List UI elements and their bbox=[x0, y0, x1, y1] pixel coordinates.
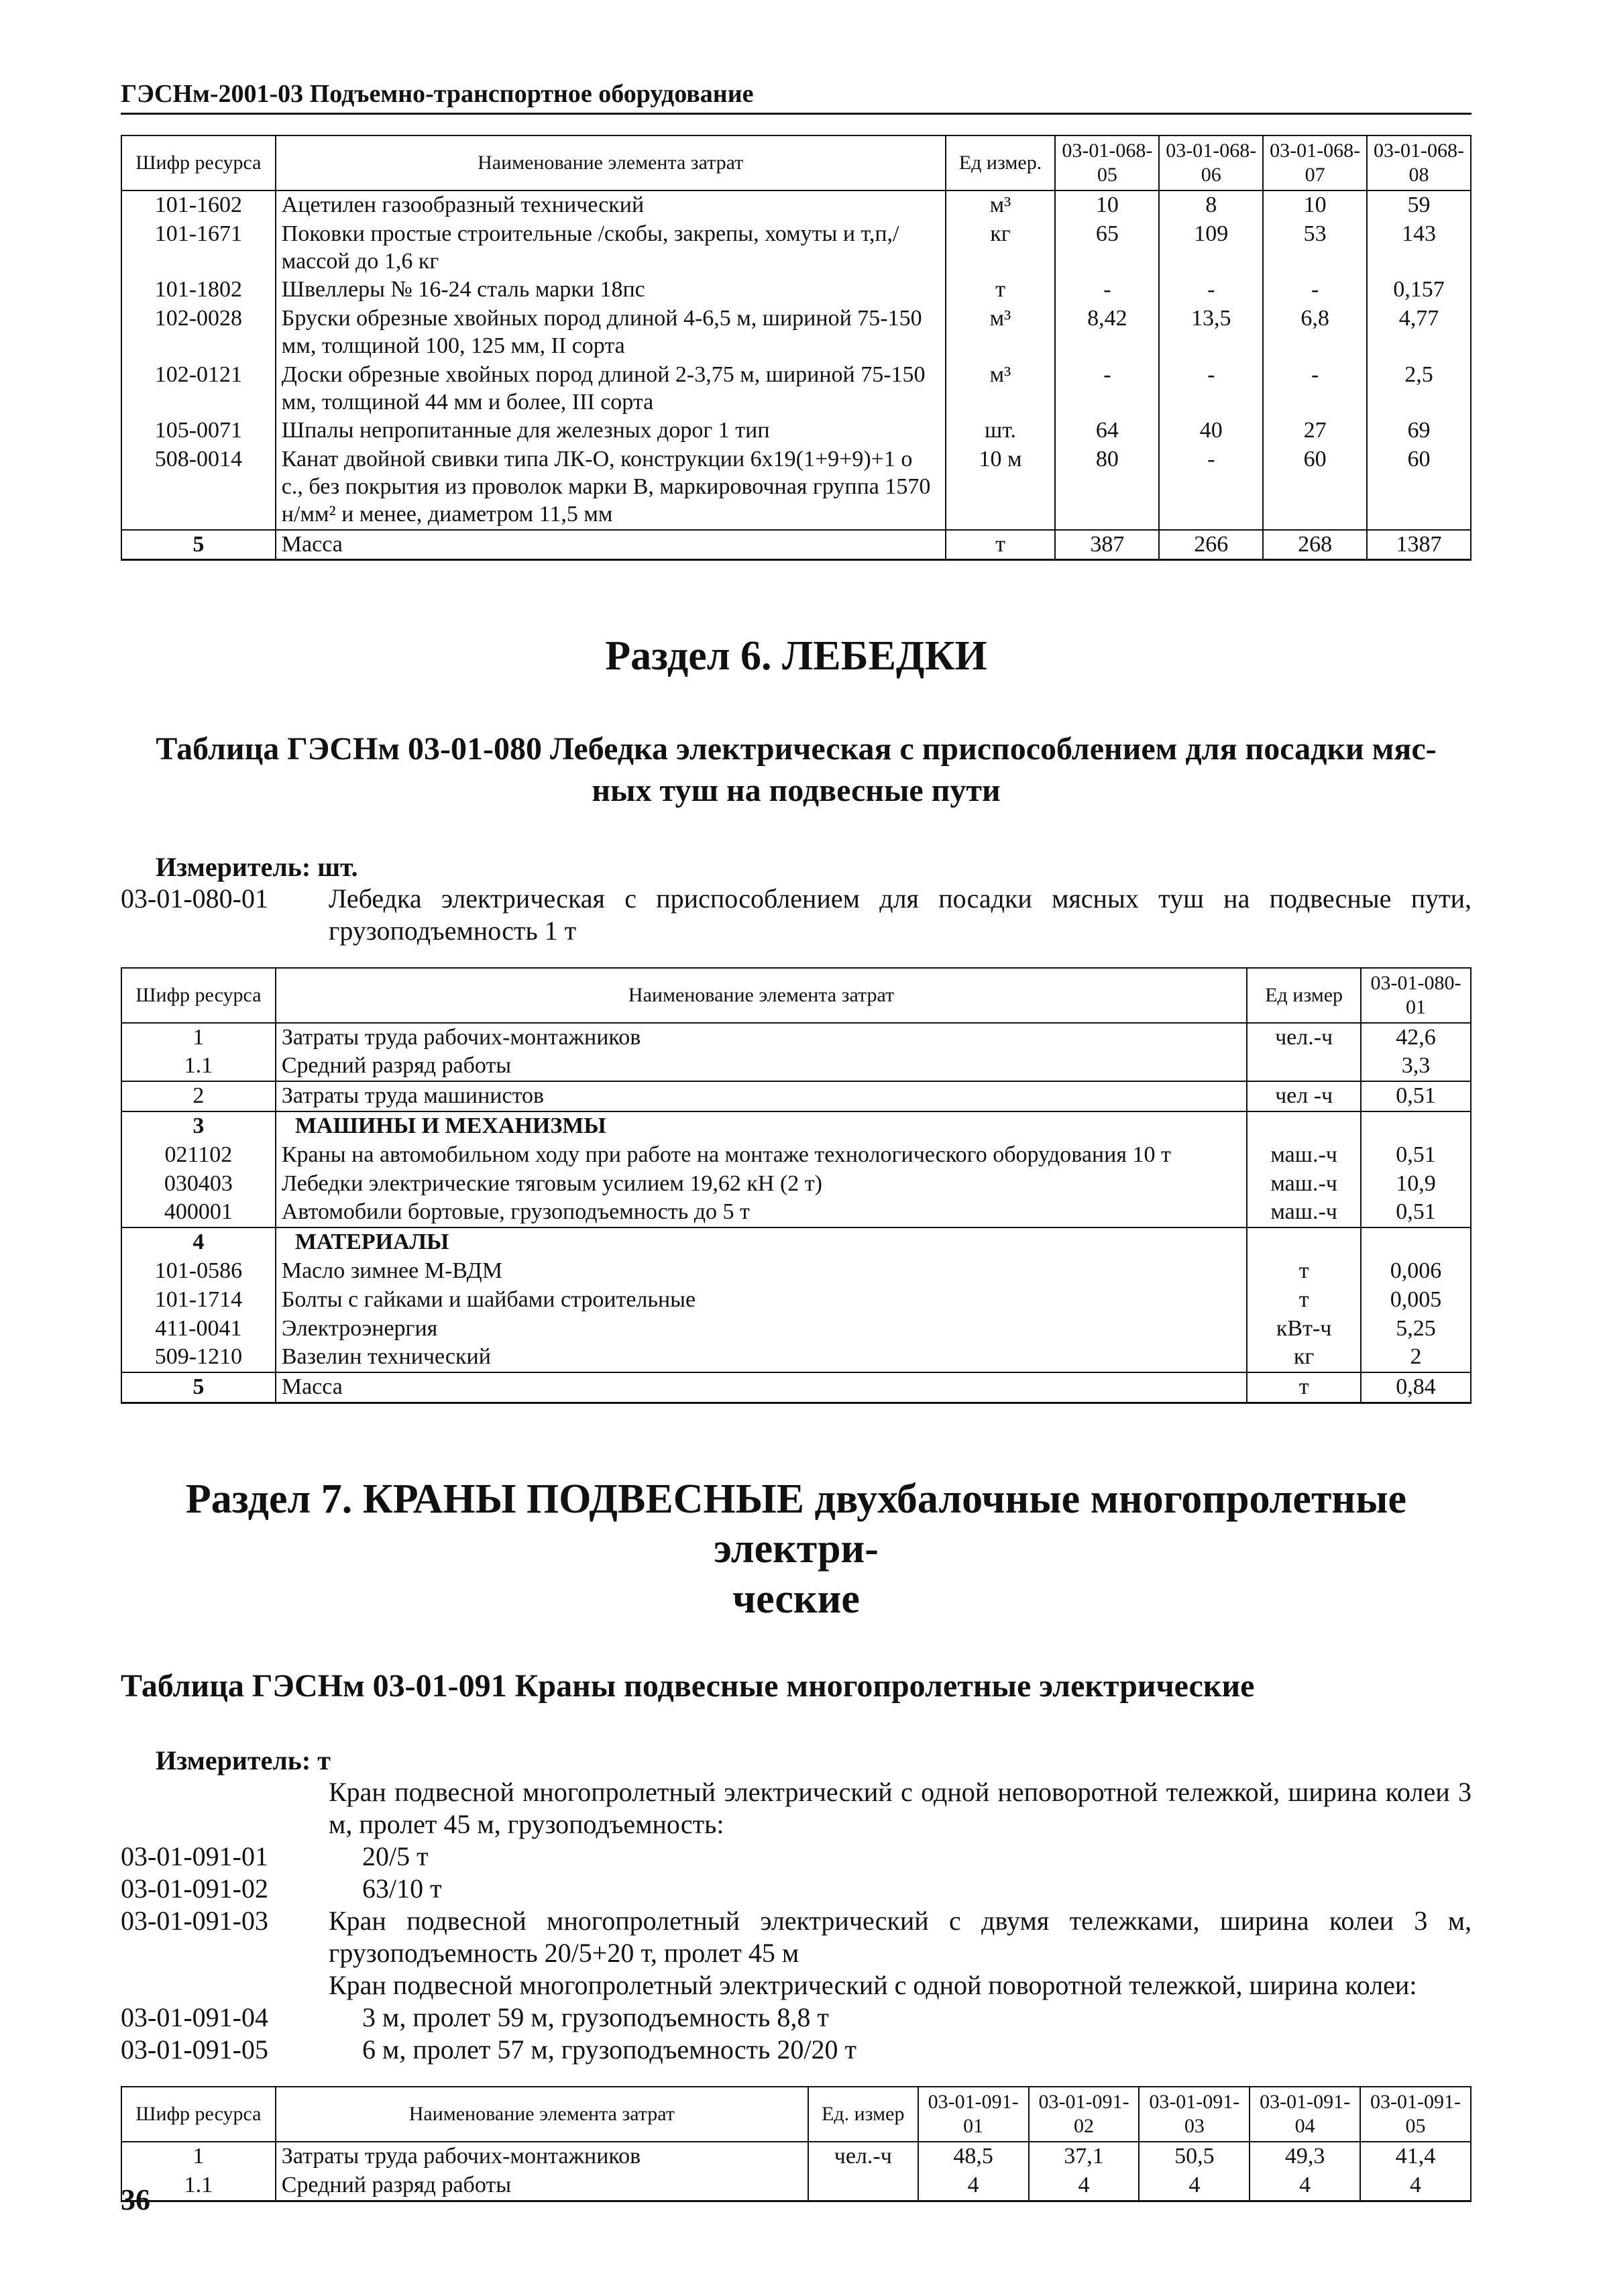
table-row-total bbox=[121, 530, 1471, 560]
table-title-line: Таблица ГЭСНм 03-01-080 Лебедка электрическая с приспособлением для посадки мяс- bbox=[156, 730, 1437, 767]
resource-value: - bbox=[1055, 361, 1159, 417]
table-title-line: ных туш на подвесные пути bbox=[592, 773, 1001, 809]
running-header: ГЭСНм-2001-03 Подъемно-транспортное оборудование bbox=[121, 79, 1472, 115]
norm-code: 03-01-091-02 bbox=[121, 1873, 268, 1904]
resource-value: 268 bbox=[1263, 530, 1367, 560]
resource-name: Затраты труда рабочих-монтажников bbox=[276, 2142, 808, 2171]
resource-table-091 bbox=[121, 2086, 1472, 2202]
resource-value: 1387 bbox=[1367, 530, 1471, 560]
resource-value: 4 bbox=[1029, 2171, 1140, 2201]
resource-name: Затраты труда рабочих-монтажников bbox=[276, 1023, 1247, 1052]
table-row bbox=[121, 220, 1471, 276]
column-header: Ед измер. bbox=[946, 135, 1056, 190]
resource-code: 1 bbox=[121, 2142, 276, 2171]
resource-code: 101-0586 bbox=[121, 1257, 276, 1286]
resource-value: 64 bbox=[1055, 417, 1159, 445]
resource-unit: чел.-ч bbox=[1247, 1023, 1361, 1052]
resource-value: 0,51 bbox=[1361, 1081, 1471, 1111]
column-header: Шифр ресурса bbox=[121, 968, 276, 1023]
table-row bbox=[121, 1343, 1471, 1372]
measure-unit: т bbox=[317, 1745, 331, 1776]
resource-value: 266 bbox=[1159, 530, 1263, 560]
norm-code: 03-01-091-03 bbox=[121, 1906, 268, 1936]
table-header-row bbox=[121, 968, 1471, 1023]
section-title-line: ческие bbox=[732, 1576, 860, 1622]
resource-unit: кг bbox=[1247, 1343, 1361, 1372]
norm-code bbox=[121, 1969, 329, 2002]
resource-value: 27 bbox=[1263, 417, 1367, 445]
resource-code: 411-0041 bbox=[121, 1315, 276, 1344]
resource-unit: чел.-ч bbox=[808, 2142, 918, 2171]
resource-value: 3,3 bbox=[1361, 1052, 1471, 1081]
measure-line bbox=[156, 851, 1472, 883]
resource-value: 69 bbox=[1367, 417, 1471, 445]
table-row-total bbox=[121, 1372, 1471, 1403]
norm-item bbox=[121, 2002, 1472, 2034]
resource-name: Болты с гайками и шайбами строительные bbox=[276, 1286, 1247, 1315]
resource-value: 143 bbox=[1367, 220, 1471, 276]
table-row bbox=[121, 1052, 1471, 1081]
resource-unit: т bbox=[1247, 1286, 1361, 1315]
resource-code: 509-1210 bbox=[121, 1343, 276, 1372]
resource-value: 0,005 bbox=[1361, 1286, 1471, 1315]
table-title: Таблица ГЭСНм 03-01-091 Краны подвесные многопролетные электрические bbox=[121, 1668, 1255, 1704]
column-header: Ед измер bbox=[1247, 968, 1361, 1023]
resource-name: Затраты труда машинистов bbox=[276, 1081, 1247, 1111]
table-row bbox=[121, 417, 1471, 445]
resource-value: 6,8 bbox=[1263, 305, 1367, 361]
resource-name: Шпалы непропитанные для железных дорог 1 тип bbox=[276, 417, 946, 445]
resource-code: 3 bbox=[121, 1111, 276, 1141]
resource-value: 53 bbox=[1263, 220, 1367, 276]
resource-value: - bbox=[1263, 361, 1367, 417]
resource-value: 0,006 bbox=[1361, 1257, 1471, 1286]
table-row bbox=[121, 361, 1471, 417]
norm-item bbox=[121, 1969, 1472, 2002]
measure-label: Измеритель: bbox=[156, 851, 311, 882]
resource-name: Масло зимнее М-ВДМ bbox=[276, 1257, 1247, 1286]
table-row bbox=[121, 2142, 1471, 2171]
norm-text: Кран подвесной многопролетный электрический с одной неповоротной тележкой, ширина колеи 3 м, пролет 45 м, грузоподъемность: bbox=[329, 1777, 1472, 1840]
resource-unit: шт. bbox=[946, 417, 1056, 445]
norm-code: 03-01-091-04 bbox=[121, 2002, 268, 2033]
resource-unit: т bbox=[1247, 1372, 1361, 1403]
column-header: 03-01-091-01 bbox=[918, 2087, 1029, 2142]
resource-code: 2 bbox=[121, 1081, 276, 1111]
column-header: Наименование элемента затрат bbox=[276, 2087, 808, 2142]
resource-unit: маш.-ч bbox=[1247, 1170, 1361, 1199]
table-row bbox=[121, 1141, 1471, 1170]
table-row bbox=[121, 445, 1471, 529]
section-title-line: Раздел 7. КРАНЫ ПОДВЕСНЫЕ двухбалочные многопролетные электри- bbox=[185, 1476, 1407, 1572]
resource-code: 105-0071 bbox=[121, 417, 276, 445]
table-row bbox=[121, 1023, 1471, 1052]
resource-unit: м³ bbox=[946, 361, 1056, 417]
norm-code: 03-01-091-01 bbox=[121, 1841, 268, 1872]
table-row bbox=[121, 276, 1471, 305]
column-header: 03-01-091-03 bbox=[1139, 2087, 1250, 2142]
table-row bbox=[121, 1286, 1471, 1315]
resource-unit bbox=[1247, 1052, 1361, 1081]
resource-unit: чел -ч bbox=[1247, 1081, 1361, 1111]
resource-code: 102-0028 bbox=[121, 305, 276, 361]
norm-text: 6 м, пролет 57 м, грузоподъемность 20/20 т bbox=[362, 2034, 856, 2065]
resource-name: Лебедки электрические тяговым усилием 19,62 кН (2 т) bbox=[276, 1170, 1247, 1199]
column-header: 03-01-068-07 bbox=[1263, 135, 1367, 190]
resource-value: 4 bbox=[1250, 2171, 1360, 2201]
norm-text: 3 м, пролет 59 м, грузоподъемность 8,8 т bbox=[362, 2002, 829, 2033]
resource-code: 101-1602 bbox=[121, 190, 276, 220]
column-header: 03-01-068-06 bbox=[1159, 135, 1263, 190]
norm-text: 63/10 т bbox=[362, 1873, 442, 1904]
resource-value: 40 bbox=[1159, 417, 1263, 445]
resource-value: - bbox=[1263, 276, 1367, 305]
resource-value: - bbox=[1159, 361, 1263, 417]
resource-value: 0,84 bbox=[1361, 1372, 1471, 1403]
resource-name: Канат двойной свивки типа ЛК-О, конструкции 6х19(1+9+9)+1 о с., без покрытия из проволок марки В, маркировочная группа 1570 н/мм² и менее, диаметром 11,5 мм bbox=[276, 445, 946, 529]
measure-label: Измеритель: bbox=[156, 1745, 311, 1776]
norm-item bbox=[121, 1873, 1472, 1905]
column-header: Наименование элемента затрат bbox=[276, 135, 946, 190]
norm-code bbox=[121, 1776, 329, 1841]
resource-name: Средний разряд работы bbox=[276, 1052, 1247, 1081]
resource-value: 4 bbox=[1139, 2171, 1250, 2201]
resource-code: 101-1671 bbox=[121, 220, 276, 276]
norm-text: 20/5 т bbox=[362, 1841, 429, 1872]
document-page bbox=[121, 79, 1472, 2202]
resource-value: 59 bbox=[1367, 190, 1471, 220]
table-row-group bbox=[121, 1227, 1471, 1257]
resource-value: 10 bbox=[1263, 190, 1367, 220]
resource-code: 102-0121 bbox=[121, 361, 276, 417]
resource-unit: маш.-ч bbox=[1247, 1141, 1361, 1170]
resource-unit: м³ bbox=[946, 190, 1056, 220]
resource-value: - bbox=[1159, 276, 1263, 305]
resource-code: 101-1714 bbox=[121, 1286, 276, 1315]
norm-code: 03-01-080-01 bbox=[121, 883, 268, 914]
resource-value: 4 bbox=[918, 2171, 1029, 2201]
section-title bbox=[121, 1474, 1472, 1624]
resource-table-068 bbox=[121, 135, 1472, 561]
table-row bbox=[121, 1170, 1471, 1199]
resource-value: 0,157 bbox=[1367, 276, 1471, 305]
measure-line bbox=[156, 1745, 1472, 1776]
table-header-row bbox=[121, 2087, 1471, 2142]
resource-value: 49,3 bbox=[1250, 2142, 1360, 2171]
resource-unit: м³ bbox=[946, 305, 1056, 361]
resource-code: 021102 bbox=[121, 1141, 276, 1170]
resource-value: - bbox=[1055, 276, 1159, 305]
resource-value: 42,6 bbox=[1361, 1023, 1471, 1052]
norm-text: Лебедка электрическая с приспособлением для посадки мясных туш на подвесные пути, грузоподъемность 1 т bbox=[329, 883, 1472, 946]
norm-item bbox=[121, 883, 1472, 947]
resource-unit: т bbox=[946, 276, 1056, 305]
group-heading: МАТЕРИАЛЫ bbox=[276, 1227, 1247, 1257]
resource-value: 41,4 bbox=[1360, 2142, 1471, 2171]
measure-unit: шт. bbox=[317, 851, 358, 882]
resource-unit bbox=[808, 2171, 918, 2201]
resource-value bbox=[1361, 1227, 1471, 1257]
resource-name: Швеллеры № 16-24 сталь марки 18пс bbox=[276, 276, 946, 305]
resource-code: 030403 bbox=[121, 1170, 276, 1199]
resource-name: Ацетилен газообразный технический bbox=[276, 190, 946, 220]
resource-value: 4,77 bbox=[1367, 305, 1471, 361]
section-title: Раздел 6. ЛЕБЕДКИ bbox=[605, 633, 987, 679]
resource-value bbox=[1361, 1111, 1471, 1141]
column-header: 03-01-068-05 bbox=[1055, 135, 1159, 190]
resource-value: 0,51 bbox=[1361, 1141, 1471, 1170]
resource-value: 0,51 bbox=[1361, 1198, 1471, 1227]
column-header: 03-01-091-04 bbox=[1250, 2087, 1360, 2142]
norm-code: 03-01-091-05 bbox=[121, 2034, 268, 2065]
norm-text: Кран подвесной многопролетный электрический с одной поворотной тележкой, ширина колеи: bbox=[329, 1970, 1417, 2001]
resource-code: 4 bbox=[121, 1227, 276, 1257]
resource-name: Масса bbox=[276, 530, 946, 560]
table-row bbox=[121, 190, 1471, 220]
resource-value: 50,5 bbox=[1139, 2142, 1250, 2171]
column-header: 03-01-080-01 bbox=[1361, 968, 1471, 1023]
resource-code: 101-1802 bbox=[121, 276, 276, 305]
resource-table-080 bbox=[121, 967, 1472, 1404]
resource-value: 37,1 bbox=[1029, 2142, 1140, 2171]
resource-value: - bbox=[1159, 445, 1263, 529]
table-header-row bbox=[121, 135, 1471, 190]
norm-item bbox=[121, 1776, 1472, 1841]
resource-value: 8,42 bbox=[1055, 305, 1159, 361]
column-header: Шифр ресурса bbox=[121, 2087, 276, 2142]
resource-value: 5,25 bbox=[1361, 1315, 1471, 1344]
resource-name: Средний разряд работы bbox=[276, 2171, 808, 2201]
resource-unit: маш.-ч bbox=[1247, 1198, 1361, 1227]
group-heading: МАШИНЫ И МЕХАНИЗМЫ bbox=[276, 1111, 1247, 1141]
column-header: 03-01-091-05 bbox=[1360, 2087, 1471, 2142]
resource-code: 508-0014 bbox=[121, 445, 276, 529]
resource-value: 4 bbox=[1360, 2171, 1471, 2201]
resource-unit: 10 м bbox=[946, 445, 1056, 529]
resource-value: 8 bbox=[1159, 190, 1263, 220]
resource-name: Краны на автомобильном ходу при работе на монтаже технологического оборудования 10 т bbox=[276, 1141, 1247, 1170]
column-header: Шифр ресурса bbox=[121, 135, 276, 190]
resource-name: Вазелин технический bbox=[276, 1343, 1247, 1372]
resource-code: 1.1 bbox=[121, 1052, 276, 1081]
resource-name: Доски обрезные хвойных пород длиной 2-3,75 м, шириной 75-150 мм, толщиной 44 мм и более, III сорта bbox=[276, 361, 946, 417]
norm-item bbox=[121, 1841, 1472, 1873]
resource-unit bbox=[1247, 1227, 1361, 1257]
resource-name: Автомобили бортовые, грузоподъемность до 5 т bbox=[276, 1198, 1247, 1227]
resource-value: 2,5 bbox=[1367, 361, 1471, 417]
resource-unit: кВт-ч bbox=[1247, 1315, 1361, 1344]
norm-item bbox=[121, 2034, 1472, 2066]
resource-code: 5 bbox=[121, 1372, 276, 1403]
resource-unit: т bbox=[946, 530, 1056, 560]
column-header: Ед. измер bbox=[808, 2087, 918, 2142]
resource-code: 1 bbox=[121, 1023, 276, 1052]
table-row bbox=[121, 1315, 1471, 1344]
resource-value: 109 bbox=[1159, 220, 1263, 276]
page-number: 36 bbox=[121, 2183, 150, 2216]
resource-value: 10 bbox=[1055, 190, 1159, 220]
column-header: 03-01-068-08 bbox=[1367, 135, 1471, 190]
resource-name: Масса bbox=[276, 1372, 1247, 1403]
resource-value: 80 bbox=[1055, 445, 1159, 529]
table-row-group bbox=[121, 1111, 1471, 1141]
table-title bbox=[121, 728, 1472, 812]
table-row bbox=[121, 1198, 1471, 1227]
resource-code: 5 bbox=[121, 530, 276, 560]
resource-value: 60 bbox=[1263, 445, 1367, 529]
table-row bbox=[121, 2171, 1471, 2201]
column-header: Наименование элемента затрат bbox=[276, 968, 1247, 1023]
resource-value: 48,5 bbox=[918, 2142, 1029, 2171]
resource-value: 60 bbox=[1367, 445, 1471, 529]
resource-value: 65 bbox=[1055, 220, 1159, 276]
resource-code: 1.1 bbox=[121, 2171, 276, 2201]
resource-value: 387 bbox=[1055, 530, 1159, 560]
resource-unit: кг bbox=[946, 220, 1056, 276]
norm-item bbox=[121, 1905, 1472, 1969]
resource-name: Бруски обрезные хвойных пород длиной 4-6,5 м, шириной 75-150 мм, толщиной 100, 125 мм, II сорта bbox=[276, 305, 946, 361]
resource-name: Поковки простые строительные /скобы, закрепы, хомуты и т,п,/ массой до 1,6 кг bbox=[276, 220, 946, 276]
resource-unit: т bbox=[1247, 1257, 1361, 1286]
resource-value: 2 bbox=[1361, 1343, 1471, 1372]
column-header: 03-01-091-02 bbox=[1029, 2087, 1140, 2142]
table-row bbox=[121, 305, 1471, 361]
resource-value: 13,5 bbox=[1159, 305, 1263, 361]
resource-value: 10,9 bbox=[1361, 1170, 1471, 1199]
resource-code: 400001 bbox=[121, 1198, 276, 1227]
resource-name: Электроэнергия bbox=[276, 1315, 1247, 1344]
resource-unit bbox=[1247, 1111, 1361, 1141]
norm-text: Кран подвесной многопролетный электрический с двумя тележками, ширина колеи 3 м, грузоподъемность 20/5+20 т, пролет 45 м bbox=[329, 1906, 1472, 1969]
table-row bbox=[121, 1081, 1471, 1111]
table-row bbox=[121, 1257, 1471, 1286]
